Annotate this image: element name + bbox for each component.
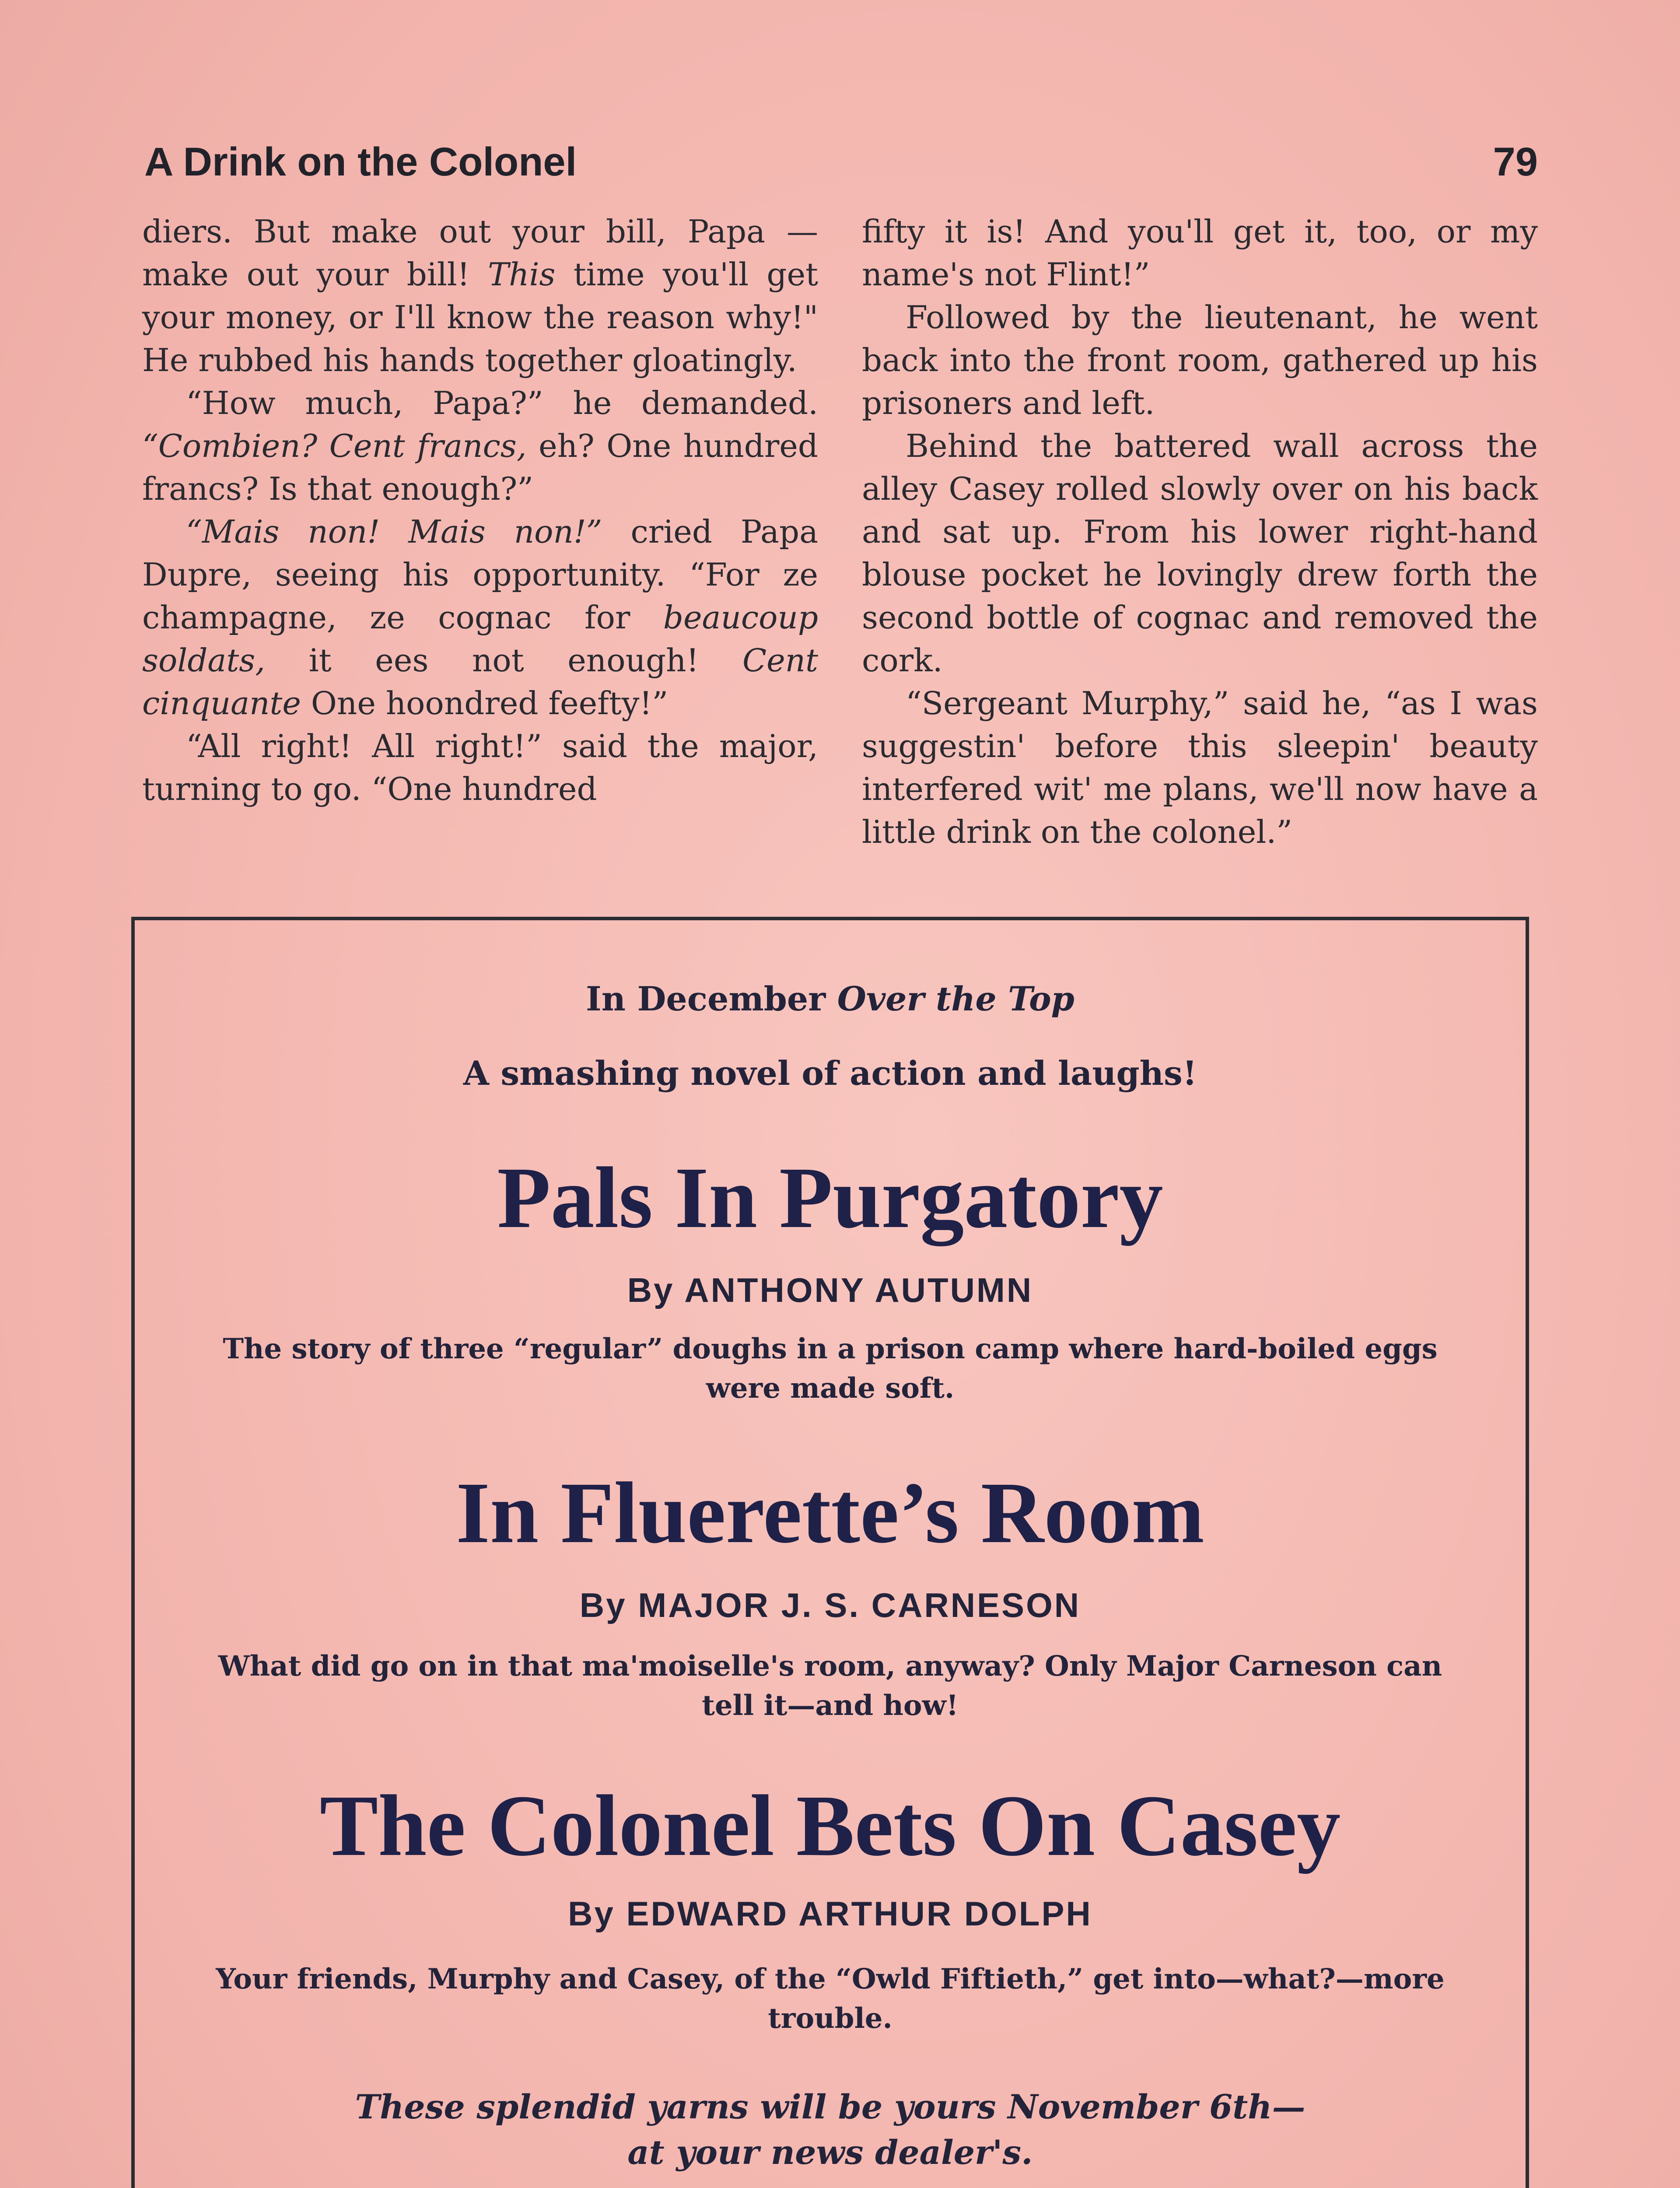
ad-intro: [135, 979, 1526, 1018]
right-column-paragraph-3: Behind the battered wall across the alley Casey rolled slowly over on his back and sat up. From his lower right-hand blouse pocket he lovingly drew forth the second bottle of cognac and removed the cork.: [862, 428, 1538, 679]
story-title-3: The Colonel Bets On Casey: [319, 1778, 1341, 1874]
running-header: [144, 131, 1538, 193]
left-column-paragraph-2: “How much, Papa?” he demanded. “Combien? Cent francs, eh? One hundred francs? Is that enough?”: [142, 385, 818, 507]
page-number: 79: [1493, 139, 1538, 184]
ad-footer-line-1: These splendid yarns will be yours November 6th—: [355, 2087, 1306, 2126]
story-byline-2: By MAJOR J. S. CARNESON: [579, 1586, 1081, 1624]
story-title-2: In Fluerette’s Room: [456, 1465, 1204, 1561]
story-text: [142, 210, 1538, 884]
ad-footer: [135, 2084, 1526, 2175]
story-description-1: The story of three “regular” doughs in a prison camp where hard-boiled eggs were made soft.: [223, 1332, 1438, 1405]
text-column-left: [142, 210, 818, 884]
right-column-paragraph-4: “Sergeant Murphy,” said he, “as I was suggestin' before this sleepin' beauty interfered wit' me plans, we'll now have a little drink on the colonel.”: [862, 685, 1538, 850]
right-column-paragraph-1: fifty it is! And you'll get it, too, or my name's not Flint!”: [862, 213, 1538, 293]
story-byline-1: By ANTHONY AUTUMN: [627, 1271, 1033, 1309]
ad-intro-prefix: In December: [586, 979, 826, 1018]
story-byline-3: By EDWARD ARTHUR DOLPH: [568, 1894, 1092, 1933]
story-title-1: Pals In Purgatory: [497, 1150, 1163, 1246]
text-column-right: [862, 210, 1538, 884]
ad-footer-line-2: at your news dealer's.: [627, 2133, 1033, 2172]
left-column-paragraph-1: diers. But make out your bill, Papa —make out your bill! This time you'll get your money, or I'll know the reason why!" He rubbed his hands together gloatingly.: [142, 213, 818, 379]
magazine-name: Over the Top: [837, 979, 1074, 1018]
story-title: A Drink on the Colonel: [144, 139, 577, 184]
left-column-paragraph-4: “All right! All right!” said the major, turning to go. “One hundred: [142, 728, 818, 807]
left-column-paragraph-3: “Mais non! Mais non!” cried Papa Dupre, seeing his opportunity. “For ze champagne, ze cognac for beaucoup soldats, it ees not enough! Cent cinquante One hoondred feefty!”: [142, 513, 818, 722]
advertisement-box: [131, 917, 1529, 2188]
ad-tagline: A smashing novel of action and laughs!: [463, 1054, 1197, 1093]
right-column-paragraph-2: Followed by the lieutenant, he went back into the front room, gathered up his prisoners and left.: [862, 299, 1538, 421]
story-description-2: What did go on in that ma'moiselle's room, anyway? Only Major Carneson can tell it—and how!: [218, 1650, 1442, 1722]
story-description-3: Your friends, Murphy and Casey, of the “Owld Fiftieth,” get into—what?—more trouble.: [216, 1963, 1445, 2035]
